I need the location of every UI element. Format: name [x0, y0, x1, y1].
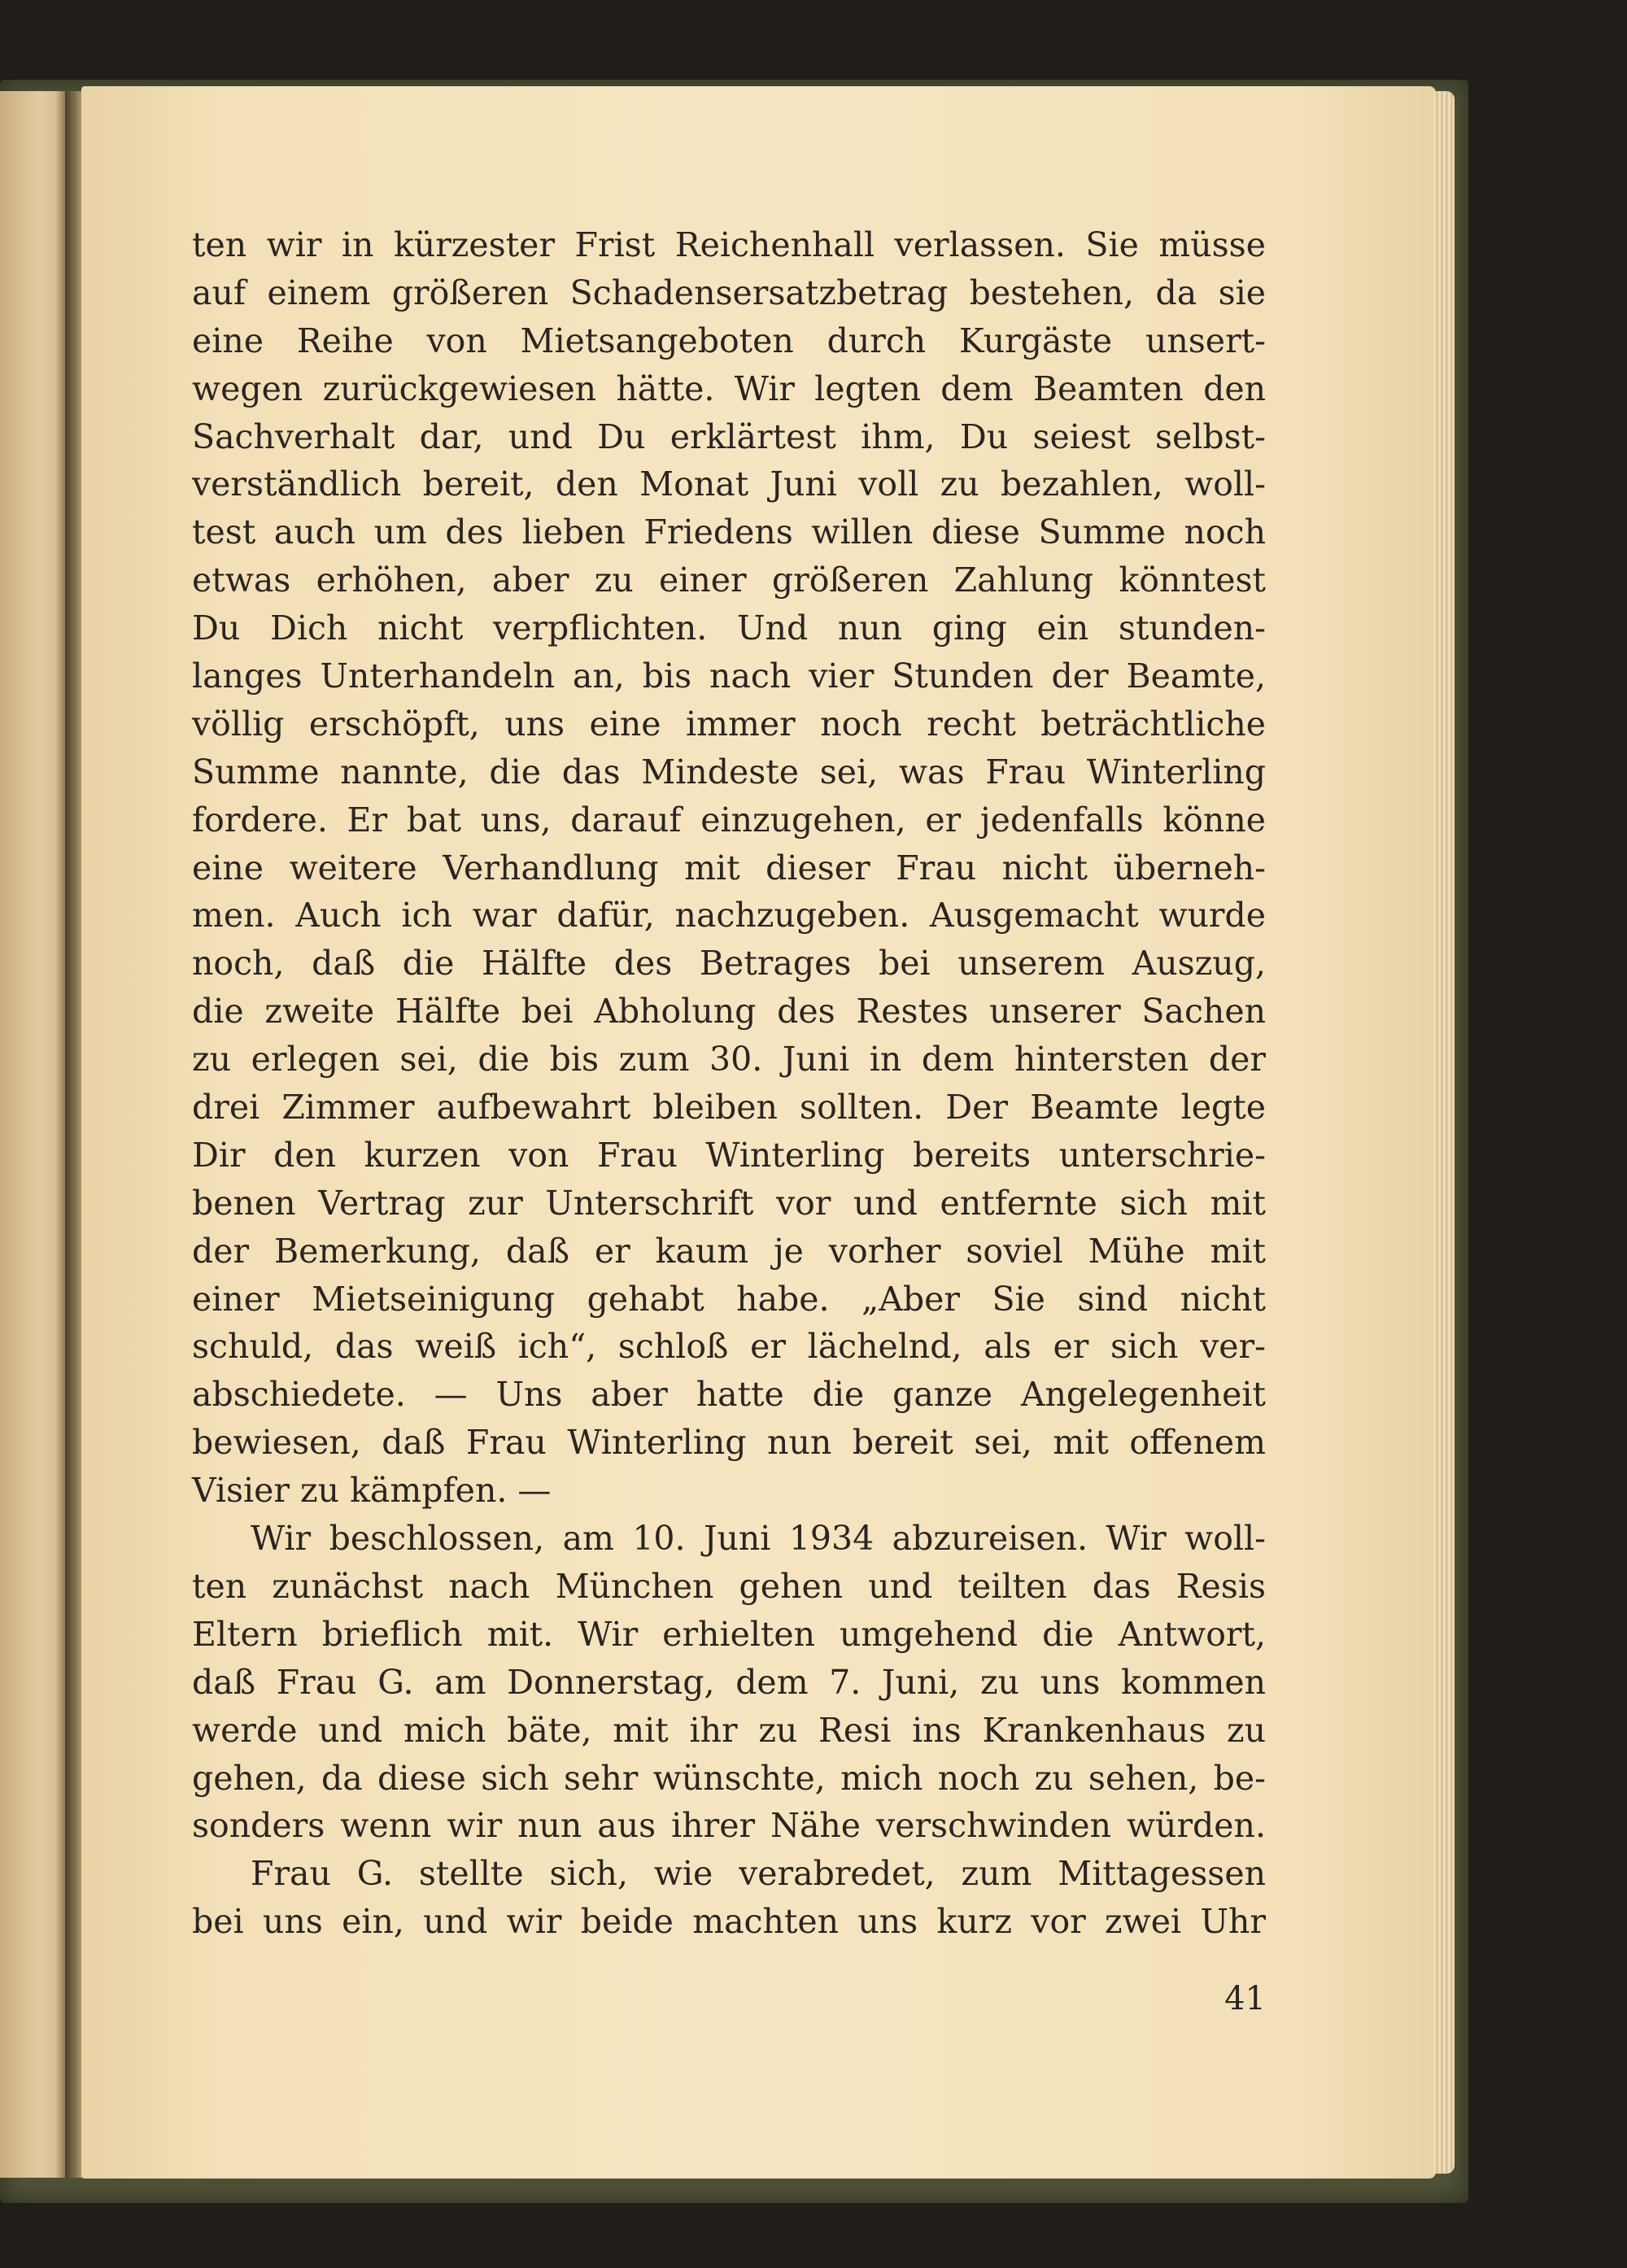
text-line: langes Unterhandeln an, bis nach vier Stunden der Beamte, — [192, 656, 1266, 696]
body-text — [192, 221, 1266, 1946]
text-line: eine weitere Verhandlung mit dieser Frau nicht überneh- — [192, 848, 1266, 888]
text-line: Du Dich nicht verpflichten. Und nun ging ein stunden- — [192, 608, 1266, 648]
text-line: auf einem größeren Schadensersatzbetrag bestehen, da sie — [192, 273, 1266, 312]
text-line: benen Vertrag zur Unterschrift vor und entfernte sich mit — [192, 1183, 1266, 1223]
text-line: drei Zimmer aufbewahrt bleiben sollten. Der Beamte legte — [192, 1088, 1266, 1127]
text-line: Sachverhalt dar, und Du erklärtest ihm, Du seiest selbst- — [192, 417, 1266, 456]
text-line: ten zunächst nach München gehen und teilten das Resis — [192, 1566, 1266, 1606]
text-line: zu erlegen sei, die bis zum 30. Juni in dem hintersten der — [192, 1040, 1266, 1079]
text-line: ten wir in kürzester Frist Reichenhall verlassen. Sie müsse — [192, 225, 1266, 264]
text-line: verständlich bereit, den Monat Juni voll zu bezahlen, woll- — [192, 465, 1266, 504]
text-line: der Bemerkung, daß er kaum je vorher soviel Mühe mit — [192, 1231, 1266, 1271]
text-line: schuld, das weiß ich“, schloß er lächelnd, als er sich ver- — [192, 1327, 1266, 1367]
text-line: wegen zurückgewiesen hätte. Wir legten dem Beamten den — [192, 369, 1266, 408]
text-line: einer Mietseinigung gehabt habe. „Aber Sie sind nicht — [192, 1279, 1266, 1319]
text-line: werde und mich bäte, mit ihr zu Resi ins Krankenhaus zu — [192, 1710, 1266, 1750]
text-line: völlig erschöpft, uns eine immer noch recht beträchtliche — [192, 704, 1266, 744]
text-line: bewiesen, daß Frau Winterling nun bereit sei, mit offenem — [192, 1423, 1266, 1463]
text-line: die zweite Hälfte bei Abholung des Restes unserer Sachen — [192, 992, 1266, 1032]
text-line: fordere. Er bat uns, darauf einzugehen, er jedenfalls könne — [192, 800, 1266, 840]
text-line: Wir beschlossen, am 10. Juni 1934 abzureisen. Wir woll- — [251, 1519, 1266, 1559]
text-line: daß Frau G. am Donnerstag, dem 7. Juni, zu uns kommen — [192, 1662, 1266, 1702]
text-line: test auch um des lieben Friedens willen diese Summe noch — [192, 512, 1266, 552]
text-line: Visier zu kämpfen. — — [192, 1471, 552, 1511]
text-line: abschiedete. — Uns aber hatte die ganze Angelegenheit — [192, 1375, 1266, 1415]
text-line: bei uns ein, und wir beide machten uns kurz vor zwei Uhr — [192, 1902, 1266, 1942]
text-line: Dir den kurzen von Frau Winterling bereits unterschrie- — [192, 1135, 1266, 1175]
text-line: etwas erhöhen, aber zu einer größeren Zahlung könntest — [192, 560, 1266, 600]
text-line: gehen, da diese sich sehr wünschte, mich noch zu sehen, be- — [192, 1758, 1266, 1798]
left-page-edge — [0, 91, 65, 2178]
text-line: Summe nannte, die das Mindeste sei, was Frau Winterling — [192, 752, 1266, 792]
text-line: sonders wenn wir nun aus ihrer Nähe verschwinden würden. — [192, 1806, 1266, 1846]
text-line: Eltern brieflich mit. Wir erhielten umgehend die Antwort, — [192, 1614, 1266, 1654]
text-line: eine Reihe von Mietsangeboten durch Kurgäste unsert- — [192, 321, 1266, 360]
page-number: 41 — [1224, 1980, 1266, 2017]
page-stack-edge — [1433, 91, 1455, 2174]
text-line: men. Auch ich war dafür, nachzugeben. Ausgemacht wurde — [192, 896, 1266, 936]
text-line: noch, daß die Hälfte des Betrages bei unserem Auszug, — [192, 944, 1266, 984]
book-gutter — [65, 91, 83, 2178]
text-line: Frau G. stellte sich, wie verabredet, zum Mittagessen — [251, 1854, 1266, 1894]
